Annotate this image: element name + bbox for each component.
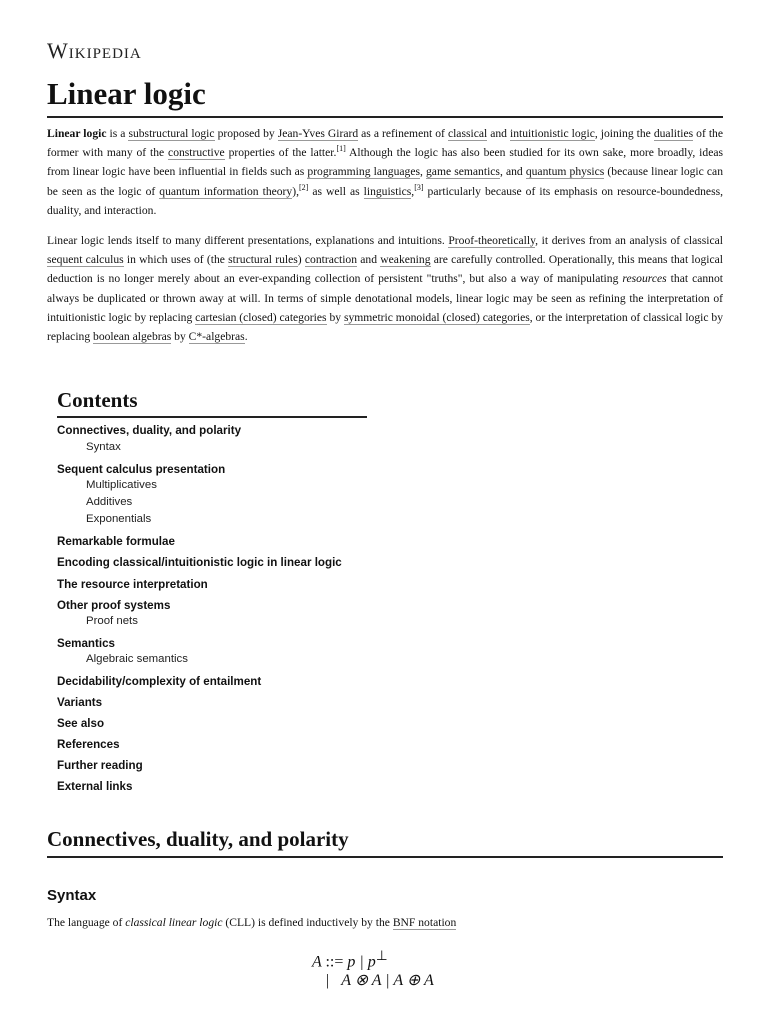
text: particularly because of its emphasis on resource-boundedness, duality, and interaction. (47, 184, 723, 217)
link-classical[interactable]: classical (447, 127, 488, 140)
page-title: Linear logic (47, 76, 723, 118)
text: and (487, 127, 511, 140)
text: by (171, 330, 189, 344)
text: (because linear logic can be seen as the logic of (47, 165, 723, 198)
wikipedia-wordmark[interactable]: Wikipedia (47, 38, 142, 63)
link-bnf-notation[interactable]: BNF notation (392, 916, 457, 929)
text: , (411, 184, 415, 198)
text: , or the interpretation of classical logic by replacing (47, 310, 724, 344)
formula-line-2 (326, 970, 434, 990)
term-classical-linear-logic: classical linear logic (125, 916, 223, 929)
reference-2[interactable]: [2] (298, 182, 309, 192)
formula-line-1 (312, 948, 387, 971)
reference-3[interactable]: [3] (414, 182, 424, 192)
text: ) (297, 253, 305, 267)
toc-subitem-exponentials[interactable]: Exponentials (86, 513, 152, 525)
link-cartesian-closed-categories[interactable]: cartesian (closed) categories (195, 310, 327, 324)
syntax-paragraph (47, 913, 723, 932)
link-game-semantics[interactable]: game semantics (426, 165, 500, 179)
link-contraction[interactable]: contraction (304, 253, 358, 267)
toc-item-references[interactable]: References (57, 738, 120, 751)
link-c-star-algebras[interactable]: C*-algebras (188, 330, 245, 344)
link-sequent-calculus[interactable]: sequent calculus (47, 253, 124, 267)
link-quantum-information-theory[interactable]: quantum information theory (159, 184, 293, 198)
link-programming-languages[interactable]: programming languages (307, 165, 420, 179)
text: ), (292, 184, 299, 198)
text: and (357, 253, 381, 267)
formula-definition-symbol: ::= (325, 953, 344, 971)
text: The language of (47, 916, 126, 929)
toc-item-see-also[interactable]: See also (57, 717, 105, 730)
table-of-contents (57, 388, 367, 793)
toc-item-sequent-calculus[interactable]: Sequent calculus presentation (57, 463, 226, 476)
term-resources: resources (622, 272, 667, 286)
link-symmetric-monoidal-closed-categories[interactable]: symmetric monoidal (closed) categories (343, 310, 530, 324)
formula-rhs-2: A ⊗ A | A ⊕ A (341, 972, 434, 989)
toc-item-remarkable-formulae[interactable]: Remarkable formulae (57, 535, 175, 548)
toc-item-connectives[interactable]: Connectives, duality, and polarity (57, 424, 242, 437)
toc-item-other-proof-systems[interactable]: Other proof systems (57, 599, 171, 612)
toc-item-resource-interpretation[interactable]: The resource interpretation (57, 578, 208, 591)
toc-title: Contents (57, 388, 367, 418)
link-substructural-logic[interactable]: substructural logic (128, 127, 215, 140)
formula-rhs: p | p (347, 953, 376, 971)
section-heading-connectives: Connectives, duality, and polarity (47, 827, 723, 858)
intro-paragraph-1 (47, 124, 723, 220)
toc-subitem-algebraic-semantics[interactable]: Algebraic semantics (86, 653, 188, 665)
toc-item-further-reading[interactable]: Further reading (57, 759, 143, 772)
text: Although the logic has also been studied for its own sake, more broadly, ideas from linear logic have been influential in fields such as (47, 146, 723, 179)
text: , it derives from an analysis of classical (535, 234, 723, 247)
toc-subitem-multiplicatives[interactable]: Multiplicatives (86, 479, 157, 491)
term-linear-logic: Linear logic (47, 127, 107, 140)
link-dualities[interactable]: dualities (653, 127, 694, 140)
text: Linear logic lends itself to many different presentations, explanations and intuitions. (47, 234, 449, 247)
link-quantum-physics[interactable]: quantum physics (525, 165, 605, 179)
link-proof-theoretically[interactable]: Proof-theoretically (448, 234, 536, 247)
text: as a refinement of (358, 127, 448, 140)
text: proposed by (214, 127, 278, 140)
text: , joining the (594, 127, 654, 140)
toc-subitem-syntax[interactable]: Syntax (86, 441, 121, 453)
text: as well as (308, 184, 364, 198)
text: is a (106, 127, 129, 140)
reference-1[interactable]: [1] (336, 144, 346, 154)
toc-item-encoding[interactable]: Encoding classical/intuitionistic logic in linear logic (57, 556, 342, 569)
text: (CLL) is defined inductively by the (222, 916, 393, 929)
subsection-heading-syntax: Syntax (47, 887, 97, 904)
link-boolean-algebras[interactable]: boolean algebras (93, 330, 172, 344)
toc-item-external-links[interactable]: External links (57, 780, 133, 793)
text: , (419, 165, 426, 179)
toc-item-variants[interactable]: Variants (57, 696, 103, 709)
text: properties of the latter. (224, 146, 337, 160)
link-intuitionistic-logic[interactable]: intuitionistic logic (510, 127, 595, 140)
link-constructive[interactable]: constructive (168, 146, 225, 160)
link-jean-yves-girard[interactable]: Jean-Yves Girard (277, 127, 359, 140)
toc-item-semantics[interactable]: Semantics (57, 637, 115, 650)
text: by (326, 310, 344, 324)
toc-subitem-additives[interactable]: Additives (86, 496, 133, 508)
text: , and (499, 165, 526, 179)
text: in which uses of (the (123, 253, 229, 267)
text: . (244, 330, 248, 344)
text: that cannot always be duplicated or thrown away at will. In terms of simple denotational models, linear logic may be seen as refining the interpretation of intuitionistic logic by replacing (47, 272, 723, 324)
link-linguistics[interactable]: linguistics (363, 184, 412, 198)
link-structural-rules[interactable]: structural rules (228, 253, 298, 267)
formula-bar: | (326, 972, 330, 989)
formula-lhs: A (312, 953, 322, 971)
intro-paragraph-2 (47, 231, 723, 346)
toc-item-decidability[interactable]: Decidability/complexity of entailment (57, 675, 262, 688)
toc-subitem-proof-nets[interactable]: Proof nets (86, 615, 138, 627)
text: of the former with many of the (47, 127, 723, 160)
link-weakening[interactable]: weakening (380, 253, 431, 267)
perp-symbol: ⊥ (375, 948, 388, 963)
text: are carefully controlled. Operationally, this means that logical deduction is no longer merely about an ever-expanding collection of persistent "truths", but also a way of manipulating (47, 253, 723, 286)
